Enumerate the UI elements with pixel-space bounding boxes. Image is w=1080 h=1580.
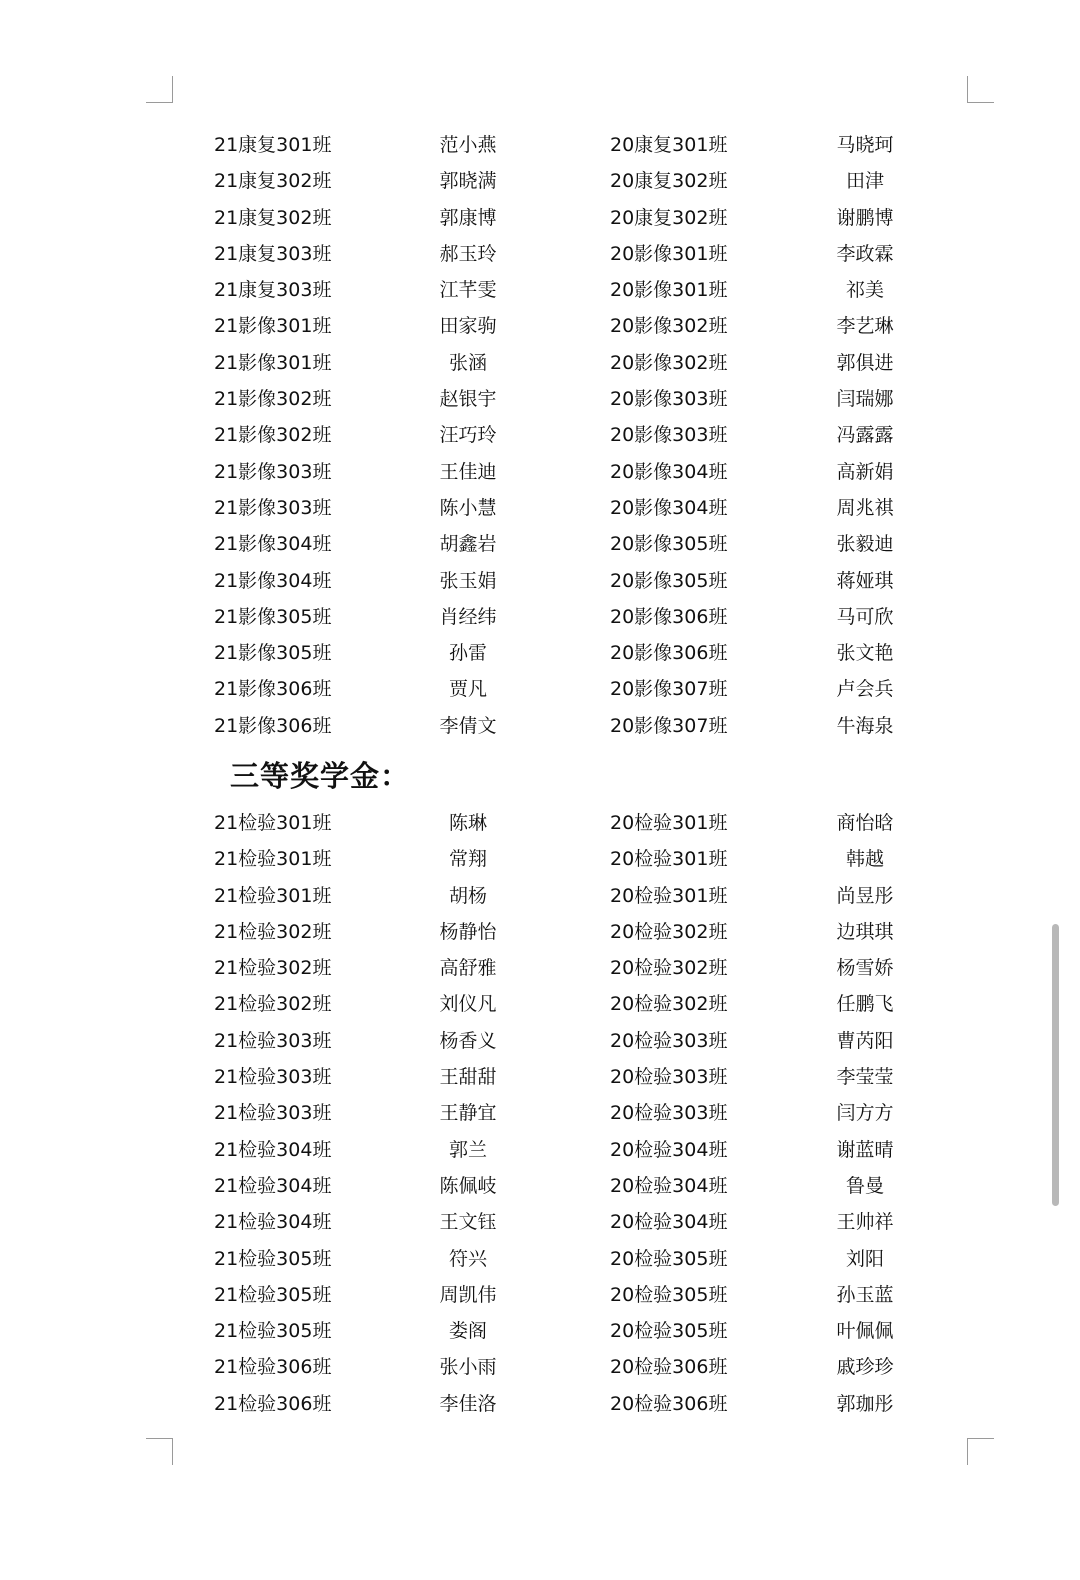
student-name-cell: 郝玉玲 <box>439 242 497 265</box>
student-name-cell: 祁美 <box>845 279 884 302</box>
list-row <box>0 805 1080 841</box>
list-row <box>0 490 1080 526</box>
class-cell: 21检验302班 <box>214 993 332 1016</box>
class-cell: 21检验303班 <box>214 1102 332 1125</box>
list-row <box>0 1023 1080 1059</box>
list-row <box>0 1132 1080 1168</box>
class-cell: 20检验302班 <box>610 957 728 980</box>
student-name-cell: 贾凡 <box>448 678 487 701</box>
student-name-cell: 蒋娅琪 <box>836 569 894 592</box>
list-row <box>0 236 1080 272</box>
student-name-cell: 郭珈彤 <box>836 1392 894 1415</box>
class-cell: 20检验301班 <box>610 884 728 907</box>
crop-mark-top-right <box>967 76 994 103</box>
list-row <box>0 950 1080 986</box>
student-name-cell: 边琪琪 <box>836 920 894 943</box>
class-cell: 20检验304班 <box>610 1211 728 1234</box>
class-cell: 21影像303班 <box>214 460 332 483</box>
student-name-cell: 李倩文 <box>439 714 497 737</box>
student-name-cell: 田家驹 <box>439 315 497 338</box>
vertical-scrollbar[interactable] <box>1052 924 1059 1206</box>
list-row <box>0 308 1080 344</box>
student-name-cell: 张小雨 <box>439 1356 497 1379</box>
class-cell: 21检验302班 <box>214 920 332 943</box>
class-cell: 20检验301班 <box>610 812 728 834</box>
class-cell: 21影像302班 <box>214 388 332 411</box>
class-cell: 20影像304班 <box>610 496 728 519</box>
class-cell: 21康复303班 <box>214 279 332 302</box>
student-name-cell: 李佳洛 <box>439 1392 497 1415</box>
student-name-cell: 李艺琳 <box>836 315 894 338</box>
student-name-cell: 孙玉蓝 <box>836 1283 894 1306</box>
list-row <box>0 914 1080 950</box>
class-cell: 20检验304班 <box>610 1174 728 1197</box>
list-row <box>0 841 1080 877</box>
class-cell: 20检验303班 <box>610 1029 728 1052</box>
list-row <box>0 200 1080 236</box>
list-row <box>0 1386 1080 1422</box>
class-cell: 20康复302班 <box>610 206 728 229</box>
class-cell: 21检验305班 <box>214 1247 332 1270</box>
list-row <box>0 1204 1080 1240</box>
class-cell: 20检验305班 <box>610 1320 728 1343</box>
class-cell: 21影像305班 <box>214 642 332 665</box>
list-row <box>0 986 1080 1022</box>
student-name-cell: 杨雪娇 <box>836 957 894 980</box>
student-name-cell: 王文钰 <box>439 1211 497 1234</box>
class-cell: 21检验301班 <box>214 848 332 871</box>
class-cell: 20影像306班 <box>610 605 728 628</box>
student-name-cell: 汪巧玲 <box>439 424 497 447</box>
class-cell: 21检验301班 <box>214 884 332 907</box>
student-name-cell: 尚昱彤 <box>836 884 894 907</box>
section-heading: 三等奖学金： <box>230 759 411 793</box>
student-name-cell: 常翔 <box>448 848 487 871</box>
class-cell: 21检验301班 <box>214 812 332 834</box>
student-name-cell: 张毅迪 <box>836 533 894 556</box>
class-cell: 21影像301班 <box>214 315 332 338</box>
list-row <box>0 345 1080 381</box>
class-cell: 21检验304班 <box>214 1138 332 1161</box>
class-cell: 21检验306班 <box>214 1392 332 1415</box>
student-name-cell: 张涵 <box>448 351 487 374</box>
student-name-cell: 肖经纬 <box>439 605 497 628</box>
student-name-cell: 符兴 <box>448 1247 487 1270</box>
list-row <box>0 708 1080 744</box>
student-name-cell: 鲁曼 <box>845 1174 884 1197</box>
student-name-cell: 高新娟 <box>836 460 894 483</box>
class-cell: 21检验306班 <box>214 1356 332 1379</box>
list-row <box>0 1095 1080 1131</box>
class-cell: 20影像305班 <box>610 533 728 556</box>
class-cell: 21检验303班 <box>214 1066 332 1089</box>
class-cell: 20康复302班 <box>610 170 728 193</box>
class-cell: 21康复303班 <box>214 242 332 265</box>
class-cell: 21影像306班 <box>214 714 332 737</box>
class-cell: 20影像304班 <box>610 460 728 483</box>
list-row <box>0 635 1080 671</box>
class-cell: 20影像302班 <box>610 315 728 338</box>
student-name-cell: 王静宜 <box>439 1102 497 1125</box>
student-name-cell: 娄阁 <box>448 1320 487 1343</box>
list-row <box>0 272 1080 308</box>
student-name-cell: 赵银宇 <box>439 388 497 411</box>
student-name-cell: 郭俱进 <box>836 351 894 374</box>
class-cell: 21影像302班 <box>214 424 332 447</box>
class-cell: 20检验302班 <box>610 993 728 1016</box>
student-name-cell: 冯露露 <box>836 424 894 447</box>
student-name-cell: 刘阳 <box>845 1247 884 1270</box>
list-row <box>0 671 1080 707</box>
list-row <box>0 454 1080 490</box>
student-name-cell: 商怡晗 <box>836 812 894 834</box>
class-cell: 20检验306班 <box>610 1356 728 1379</box>
student-name-cell: 任鹏飞 <box>836 993 894 1016</box>
student-name-cell: 高舒雅 <box>439 957 497 980</box>
class-cell: 20影像306班 <box>610 642 728 665</box>
list-row <box>0 163 1080 199</box>
student-name-cell: 陈琳 <box>448 812 487 834</box>
list-row <box>0 1168 1080 1204</box>
student-name-cell: 郭晓满 <box>439 170 497 193</box>
student-name-cell: 叶佩佩 <box>836 1320 894 1343</box>
class-cell: 20影像307班 <box>610 714 728 737</box>
list-row <box>0 526 1080 562</box>
class-cell: 21检验303班 <box>214 1029 332 1052</box>
class-cell: 20检验306班 <box>610 1392 728 1415</box>
student-name-cell: 李政霖 <box>836 242 894 265</box>
list-row <box>0 127 1080 163</box>
class-cell: 21影像306班 <box>214 678 332 701</box>
student-name-cell: 郭兰 <box>448 1138 487 1161</box>
class-cell: 20影像307班 <box>610 678 728 701</box>
student-name-cell: 王佳迪 <box>439 460 497 483</box>
student-name-cell: 江芊雯 <box>439 279 497 302</box>
student-name-cell: 李莹莹 <box>836 1066 894 1089</box>
student-name-cell: 王帅祥 <box>836 1211 894 1234</box>
class-cell: 21检验305班 <box>214 1283 332 1306</box>
student-name-cell: 周凯伟 <box>439 1283 497 1306</box>
class-cell: 21检验305班 <box>214 1320 332 1343</box>
student-name-cell: 陈佩岐 <box>439 1174 497 1197</box>
student-name-cell: 胡鑫岩 <box>439 533 497 556</box>
student-name-cell: 陈小慧 <box>439 496 497 519</box>
student-name-cell: 田津 <box>845 170 884 193</box>
class-cell: 20检验305班 <box>610 1283 728 1306</box>
class-cell: 21检验304班 <box>214 1211 332 1234</box>
student-name-cell: 闫方方 <box>836 1102 894 1125</box>
list-row <box>0 417 1080 453</box>
class-cell: 20检验303班 <box>610 1066 728 1089</box>
class-cell: 20检验305班 <box>610 1247 728 1270</box>
class-cell: 20检验304班 <box>610 1138 728 1161</box>
student-name-cell: 谢蓝晴 <box>836 1138 894 1161</box>
class-cell: 20影像301班 <box>610 279 728 302</box>
class-cell: 21检验304班 <box>214 1174 332 1197</box>
student-name-cell: 马可欣 <box>836 605 894 628</box>
class-cell: 20检验303班 <box>610 1102 728 1125</box>
student-name-cell: 孙雷 <box>448 642 487 665</box>
student-name-cell: 谢鹏博 <box>836 206 894 229</box>
student-name-cell: 胡杨 <box>448 884 487 907</box>
crop-mark-bottom-right <box>967 1438 994 1465</box>
list-row <box>0 563 1080 599</box>
class-cell: 20检验301班 <box>610 848 728 871</box>
class-cell: 20影像302班 <box>610 351 728 374</box>
class-cell: 21影像305班 <box>214 605 332 628</box>
class-cell: 21康复301班 <box>214 134 332 156</box>
list-row <box>0 1349 1080 1385</box>
class-cell: 20影像305班 <box>610 569 728 592</box>
student-name-cell: 张文艳 <box>836 642 894 665</box>
class-cell: 20检验302班 <box>610 920 728 943</box>
student-name-cell: 马晓珂 <box>836 134 894 156</box>
class-cell: 21影像303班 <box>214 496 332 519</box>
list-row <box>0 599 1080 635</box>
student-name-cell: 杨香义 <box>439 1029 497 1052</box>
class-cell: 21检验302班 <box>214 957 332 980</box>
class-cell: 21影像304班 <box>214 533 332 556</box>
class-cell: 20影像301班 <box>610 242 728 265</box>
class-cell: 20影像303班 <box>610 424 728 447</box>
student-name-cell: 戚珍珍 <box>836 1356 894 1379</box>
class-cell: 20影像303班 <box>610 388 728 411</box>
list-row <box>0 1313 1080 1349</box>
scholarship-list-section-2 <box>0 805 1080 1422</box>
list-row <box>0 381 1080 417</box>
student-name-cell: 郭康博 <box>439 206 497 229</box>
student-name-cell: 张玉娟 <box>439 569 497 592</box>
scholarship-list-section-1 <box>0 127 1080 744</box>
list-row <box>0 1241 1080 1277</box>
class-cell: 21康复302班 <box>214 206 332 229</box>
student-name-cell: 闫瑞娜 <box>836 388 894 411</box>
student-name-cell: 范小燕 <box>439 134 497 156</box>
student-name-cell: 王甜甜 <box>439 1066 497 1089</box>
crop-mark-top-left <box>146 76 173 103</box>
student-name-cell: 周兆祺 <box>836 496 894 519</box>
list-row <box>0 878 1080 914</box>
student-name-cell: 曹芮阳 <box>836 1029 894 1052</box>
list-row <box>0 1277 1080 1313</box>
student-name-cell: 韩越 <box>845 848 884 871</box>
list-row <box>0 1059 1080 1095</box>
crop-mark-bottom-left <box>146 1438 173 1465</box>
student-name-cell: 牛海泉 <box>836 714 894 737</box>
student-name-cell: 刘仪凡 <box>439 993 497 1016</box>
student-name-cell: 杨静怡 <box>439 920 497 943</box>
class-cell: 20康复301班 <box>610 134 728 156</box>
class-cell: 21影像301班 <box>214 351 332 374</box>
class-cell: 21康复302班 <box>214 170 332 193</box>
class-cell: 21影像304班 <box>214 569 332 592</box>
student-name-cell: 卢会兵 <box>836 678 894 701</box>
